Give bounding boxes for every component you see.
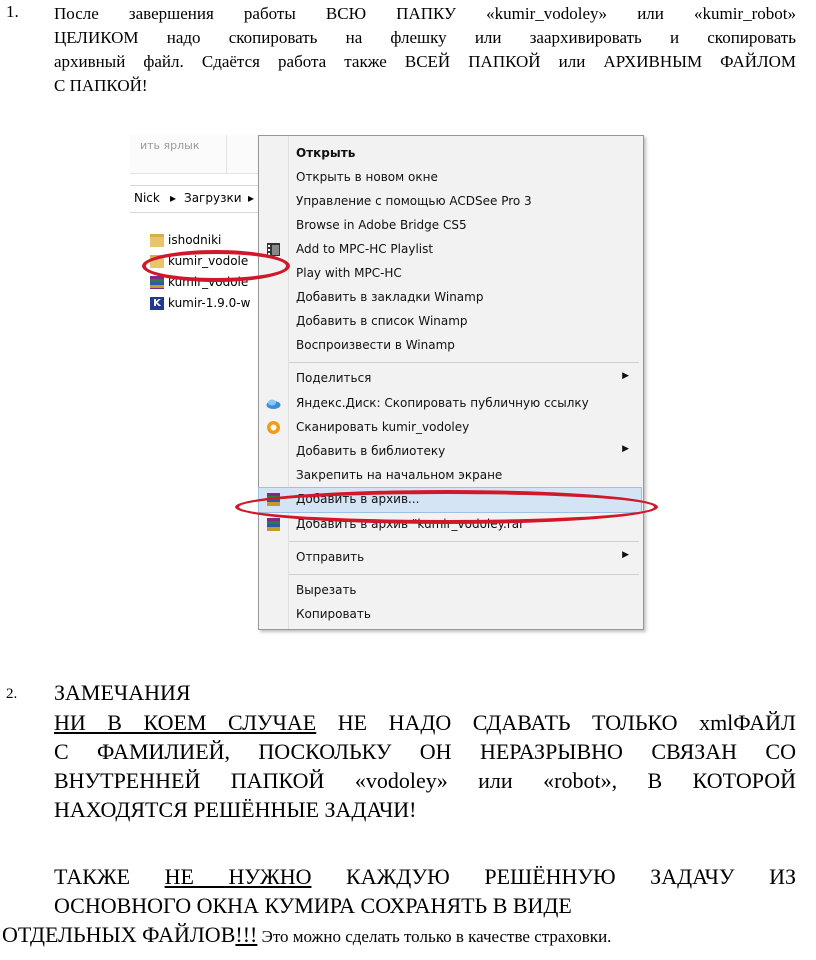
menu-item-label: Добавить в закладки Winamp: [296, 290, 484, 304]
paragraph-line: [54, 708, 796, 737]
menu-item-open-new-window[interactable]: [259, 166, 641, 190]
file-name: kumir_vodole: [168, 275, 249, 289]
explorer-window: [130, 135, 265, 630]
highlight-ellipse: [142, 250, 290, 282]
menu-item-adobe-bridge[interactable]: [259, 214, 641, 238]
paragraph-line: ВНУТРЕННЕЙ ПАПКОЙ «vodoley» или «robot», В КОТОРОЙ: [54, 768, 796, 793]
menu-item-label: Закрепить на начальном экране: [296, 468, 503, 482]
paragraph-line: С ФАМИЛИЕЙ, ПОСКОЛЬКУ ОН НЕРАЗРЫВНО СВЯЗАН СО: [54, 739, 796, 764]
menu-item-cut[interactable]: [259, 579, 641, 603]
menu-item-send-to[interactable]: [259, 546, 641, 570]
menu-item-open[interactable]: [259, 142, 641, 166]
emphasis-underlined: !!!: [235, 922, 258, 947]
menu-separator: [289, 541, 639, 542]
paragraph-line: [2, 920, 611, 951]
text-run: ТАКЖЕ: [54, 864, 165, 889]
explorer-ribbon: [130, 135, 265, 174]
section-heading: ЗАМЕЧАНИЯ: [54, 680, 191, 705]
list-number-1: 1.: [6, 2, 19, 21]
list-item[interactable]: [150, 293, 250, 313]
submenu-arrow-icon: ▶: [622, 371, 629, 381]
text-run: НЕ НАДО СДАВАТЬ ТОЛЬКО xmlФАЙЛ: [316, 710, 796, 735]
menu-item-label: Добавить в архив "kumir_vodoley.rar": [296, 517, 530, 531]
antivirus-icon: [266, 420, 281, 435]
text-run: КАЖДУЮ РЕШЁННУЮ ЗАДАЧУ ИЗ: [311, 864, 796, 889]
ribbon-divider: [226, 135, 227, 173]
menu-item-label: Добавить в архив...: [296, 492, 420, 506]
menu-item-winamp-list[interactable]: [259, 310, 641, 334]
menu-item-label: Копировать: [296, 607, 371, 621]
list-number-2: 2.: [6, 686, 18, 702]
paragraph-line: ОСНОВНОГО ОКНА КУМИРА СОХРАНЯТЬ В ВИДЕ: [54, 893, 572, 918]
screenshot-figure: [130, 135, 645, 630]
menu-item-winamp-bookmark[interactable]: [259, 286, 641, 310]
menu-item-yandex-disk[interactable]: [259, 392, 641, 416]
text-run: ОТДЕЛЬНЫХ ФАЙЛОВ: [2, 922, 236, 947]
emphasis-underlined: НЕ НУЖНО: [164, 864, 312, 889]
menu-item-label: Открыть в новом окне: [296, 170, 438, 184]
menu-item-label: Добавить в библиотеку: [296, 444, 446, 458]
menu-separator: [289, 574, 639, 575]
winrar-icon: [266, 517, 281, 532]
menu-item-label: Play with MPC-HC: [296, 266, 402, 280]
menu-item-label: Воспроизвести в Winamp: [296, 338, 455, 352]
file-name: kumir-1.9.0-w: [168, 296, 251, 310]
instruction-paragraph: [54, 2, 796, 98]
menu-item-label: Сканировать kumir_vodoley: [296, 420, 470, 434]
menu-item-label: Открыть: [296, 146, 356, 160]
menu-item-acdsee[interactable]: [259, 190, 641, 214]
menu-item-label: Яндекс.Диск: Скопировать публичную ссылку: [296, 396, 589, 410]
warning-paragraph: [54, 708, 796, 824]
context-menu: [258, 135, 644, 630]
menu-separator: [289, 362, 639, 363]
breadcrumb: [130, 185, 265, 213]
menu-item-pin-start[interactable]: [259, 464, 641, 488]
menu-item-add-library[interactable]: [259, 440, 641, 464]
highlight-ellipse: [235, 490, 658, 524]
menu-item-label: Отправить: [296, 550, 365, 564]
breadcrumb-separator: ▸: [170, 191, 177, 205]
menu-item-label: Поделиться: [296, 371, 372, 385]
paragraph-line: С ПАПКОЙ!: [54, 76, 148, 95]
paragraph-line: архивный файл. Сдаётся работа также ВСЕЙ ПАПКОЙ или АРХИВНЫМ ФАЙЛОМ: [54, 52, 796, 71]
paragraph-line: ЦЕЛИКОМ надо скопировать на флешку или заархивировать и скопировать: [54, 28, 796, 47]
menu-item-label: Добавить в список Winamp: [296, 314, 468, 328]
submenu-arrow-icon: ▶: [622, 550, 629, 560]
menu-item-label: Управление с помощью ACDSee Pro 3: [296, 194, 532, 208]
breadcrumb-separator: ▸: [248, 191, 255, 205]
menu-item-copy[interactable]: [259, 603, 641, 627]
list-item[interactable]: [150, 230, 221, 250]
breadcrumb-item[interactable]: Nick: [134, 191, 160, 205]
kumir-app-icon: K: [150, 297, 164, 310]
menu-item-label: Вырезать: [296, 583, 357, 597]
ribbon-label: ить ярлык: [140, 139, 200, 152]
folder-icon: [150, 234, 164, 247]
winrar-archive-icon: [150, 276, 164, 289]
submenu-arrow-icon: ▶: [622, 444, 629, 454]
paragraph-line: После завершения работы ВСЮ ПАПКУ «kumir_vodoley» или «kumir_robot»: [54, 4, 796, 23]
small-note: Это можно сделать только в качестве страховки.: [257, 927, 612, 946]
breadcrumb-item[interactable]: Загрузки: [184, 191, 242, 205]
menu-item-share[interactable]: [259, 367, 641, 391]
file-name: ishodniki: [168, 233, 222, 247]
note-paragraph: [54, 862, 796, 920]
paragraph-line: [54, 862, 796, 891]
menu-item-mpc-playlist[interactable]: [259, 238, 641, 262]
menu-item-winamp-play[interactable]: [259, 334, 641, 358]
menu-item-mpc-play[interactable]: [259, 262, 641, 286]
menu-item-label: Browse in Adobe Bridge CS5: [296, 218, 467, 232]
menu-item-scan[interactable]: [259, 416, 641, 440]
file-name: kumir_vodole: [168, 254, 249, 268]
yandex-disk-icon: [266, 396, 281, 411]
emphasis-underlined: НИ В КОЕМ СЛУЧАЕ: [54, 710, 317, 735]
menu-item-label: Add to MPC-HC Playlist: [296, 242, 434, 256]
paragraph-line: НАХОДЯТСЯ РЕШЁННЫЕ ЗАДАЧИ!: [54, 797, 417, 822]
